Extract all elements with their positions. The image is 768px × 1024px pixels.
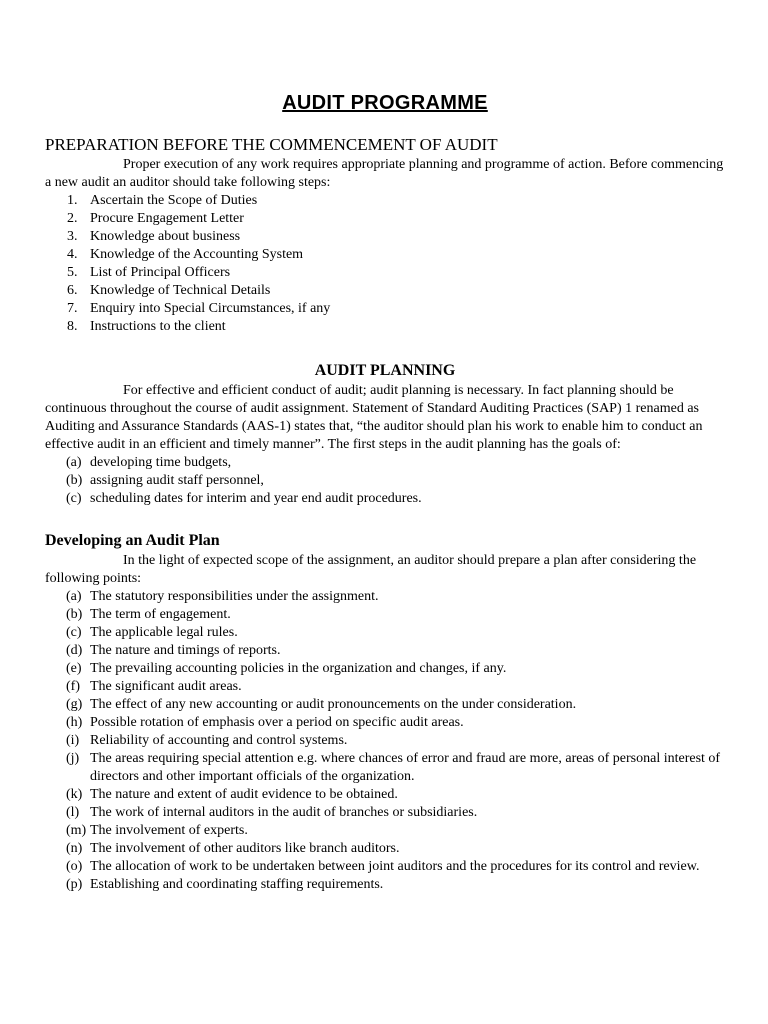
list-item <box>45 588 725 606</box>
list-item-text: The involvement of other auditors like branch auditors. <box>90 841 400 856</box>
list-marker: (a) <box>66 455 82 470</box>
list-marker: (b) <box>66 607 83 622</box>
list-item <box>45 228 725 246</box>
section-heading-audit-planning: AUDIT PLANNING <box>314 362 456 379</box>
list-item <box>45 606 725 624</box>
list-marker: (p) <box>66 877 83 892</box>
list-marker: 6. <box>67 283 78 298</box>
list-item <box>45 624 725 642</box>
list-marker: (h) <box>66 715 83 730</box>
section-heading-developing-plan: Developing an Audit Plan <box>45 532 220 549</box>
list-marker: (i) <box>66 733 80 748</box>
list-marker: 4. <box>67 247 78 262</box>
list-item-text: The areas requiring special attention e.g. where chances of error and fraud are more, areas of personal interest of directors and other important officials of the organization. <box>90 751 721 784</box>
list-item-text: The effect of any new accounting or audit pronouncements on the under consideration. <box>90 697 577 712</box>
list-item <box>45 490 725 508</box>
list-item-text: The allocation of work to be undertaken between joint auditors and the procedures for its control and review. <box>90 859 700 874</box>
document-title: AUDIT PROGRAMME <box>282 92 488 114</box>
list-item <box>45 642 725 660</box>
list-marker: (n) <box>66 841 83 856</box>
list-item <box>45 678 725 696</box>
list-item-text: assigning audit staff personnel, <box>90 473 264 488</box>
list-item-text: developing time budgets, <box>90 455 232 470</box>
list-item <box>45 822 725 840</box>
list-item-text: Ascertain the Scope of Duties <box>90 193 258 208</box>
section-intro-preparation: Proper execution of any work requires appropriate planning and programme of action. Before commencing a new audit an auditor should take following steps: <box>45 157 724 190</box>
list-item <box>45 660 725 678</box>
list-item-text: The statutory responsibilities under the assignment. <box>90 589 379 604</box>
list-item <box>45 732 725 750</box>
list-item-text: Establishing and coordinating staffing requirements. <box>90 877 384 892</box>
list-marker: (c) <box>66 625 82 640</box>
list-item <box>45 750 725 786</box>
list-item <box>45 804 725 822</box>
list-marker: (l) <box>66 805 80 820</box>
section-intro-audit-planning: For effective and efficient conduct of audit; audit planning is necessary. In fact planning should be continuous throughout the course of audit assignment. Statement of Standard Auditing Practices (SAP) 1 renamed as Auditing and Assurance Standards (AAS-1) states that, “the auditor should plan his work to enable him to conduct an effective audit in an efficient and timely manner”. The first steps in the audit planning has the goals of: <box>45 383 703 452</box>
list-marker: (f) <box>66 679 80 694</box>
list-item-text: Knowledge of Technical Details <box>90 283 271 298</box>
list-marker: (m) <box>66 823 87 838</box>
list-marker: (g) <box>66 697 83 712</box>
list-item-text: The prevailing accounting policies in the organization and changes, if any. <box>90 661 507 676</box>
list-item-text: Procure Engagement Letter <box>90 211 244 226</box>
list-marker: 1. <box>67 193 78 208</box>
section-intro-developing-plan: In the light of expected scope of the assignment, an auditor should prepare a plan after considering the following points: <box>45 553 697 586</box>
considerations-list <box>45 588 725 894</box>
list-item <box>45 714 725 732</box>
list-item-text: Knowledge about business <box>90 229 241 244</box>
list-item <box>45 786 725 804</box>
list-item-text: Enquiry into Special Circumstances, if any <box>90 301 331 316</box>
list-item-text: The term of engagement. <box>90 607 231 622</box>
list-marker: (a) <box>66 589 82 604</box>
list-item-text: Reliability of accounting and control systems. <box>90 733 348 748</box>
goals-list <box>45 454 725 508</box>
list-marker: (o) <box>66 859 83 874</box>
list-item-text: The significant audit areas. <box>90 679 242 694</box>
list-marker: 2. <box>67 211 78 226</box>
list-item <box>45 246 725 264</box>
list-item <box>45 192 725 210</box>
list-item-text: Possible rotation of emphasis over a period on specific audit areas. <box>90 715 464 730</box>
list-item <box>45 264 725 282</box>
list-item <box>45 210 725 228</box>
list-marker: 3. <box>67 229 78 244</box>
list-item-text: The involvement of experts. <box>90 823 248 838</box>
list-item <box>45 876 725 894</box>
list-item-text: The nature and timings of reports. <box>90 643 281 658</box>
list-marker: 8. <box>67 319 78 334</box>
list-marker: (k) <box>66 787 83 802</box>
list-item <box>45 858 725 876</box>
section-heading-preparation: PREPARATION BEFORE THE COMMENCEMENT OF AUDIT <box>45 135 498 154</box>
list-item-text: List of Principal Officers <box>90 265 231 280</box>
list-item <box>45 282 725 300</box>
list-item-text: The nature and extent of audit evidence to be obtained. <box>90 787 398 802</box>
list-marker: 7. <box>67 301 78 316</box>
list-item <box>45 454 725 472</box>
list-marker: (c) <box>66 491 82 506</box>
list-marker: (j) <box>66 751 80 766</box>
list-marker: 5. <box>67 265 78 280</box>
list-item-text: Instructions to the client <box>90 319 226 334</box>
list-item <box>45 696 725 714</box>
list-marker: (b) <box>66 473 83 488</box>
list-item <box>45 300 725 318</box>
list-marker: (e) <box>66 661 82 676</box>
list-item-text: scheduling dates for interim and year end audit procedures. <box>90 491 422 506</box>
list-item <box>45 318 725 336</box>
list-item <box>45 840 725 858</box>
list-item-text: The work of internal auditors in the audit of branches or subsidiaries. <box>90 805 478 820</box>
list-item-text: Knowledge of the Accounting System <box>90 247 304 262</box>
steps-list <box>45 192 725 336</box>
document-page <box>45 88 725 894</box>
list-marker: (d) <box>66 643 83 658</box>
list-item-text: The applicable legal rules. <box>90 625 238 640</box>
list-item <box>45 472 725 490</box>
